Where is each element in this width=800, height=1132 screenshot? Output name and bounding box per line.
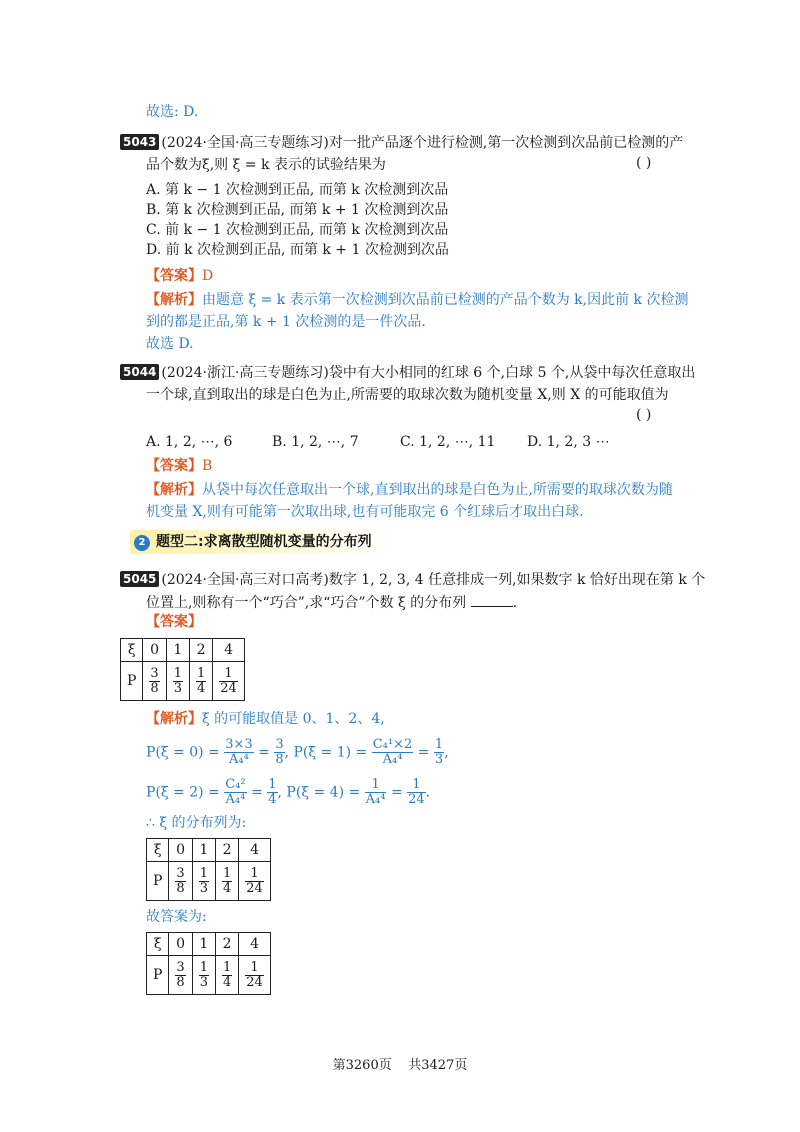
answer-line [146, 266, 213, 286]
analysis-line1: 【解析】从袋中每次任意取出一个球,直到取出的球是白色为止,所需要的取球次数为随 [146, 482, 673, 498]
analysis-label: 【解析】 [146, 482, 202, 498]
prev-conclusion: 故选: D. [146, 104, 199, 120]
question-5045-stem-line2: 位置上,则称有一个“巧合”,求“巧合”个数 ξ 的分布列 . [146, 592, 517, 613]
option-c: C. 前 k − 1 次检测到正品, 而第 k 次检测到次品 [146, 222, 449, 238]
table-cell: $\frac{1}{4}$ [215, 956, 238, 995]
table-head-xi: ξ [147, 933, 169, 956]
answer-parens: ( ) [636, 155, 652, 171]
table-head-xi: ξ [147, 839, 169, 862]
option-a: A. 第 k − 1 次检测到正品, 而第 k 次检测到次品 [146, 182, 449, 198]
option-d: D. 前 k 次检测到正品, 而第 k + 1 次检测到次品 [146, 242, 449, 258]
answer-label: 【答案】 [146, 614, 202, 630]
table-cell: 0 [143, 639, 166, 662]
analysis-line1: 【解析】由题意 ξ = k 表示第一次检测到次品前已检测的产品个数为 k,因此前 k 次检测 [146, 292, 689, 308]
page-footer [0, 1054, 800, 1073]
analysis-line2: 机变量 X,则有可能第一次取出球,也有可能取完 6 个红球后才取出白球. [146, 504, 584, 520]
answer-value: B [202, 458, 213, 474]
question-number-badge: 5045 [120, 571, 159, 587]
option-c: C. 1, 2, ⋯, 11 [400, 434, 496, 450]
option-b: B. 1, 2, ⋯, 7 [272, 434, 359, 450]
question-5044-stem-line2: 一个球,直到取出的球是白色为止,所需要的取球次数为随机变量 X,则 X 的可能取值为 [146, 387, 669, 403]
answer-value: D [202, 268, 214, 284]
option-a: A. 1, 2, ⋯, 6 [146, 434, 233, 450]
analysis-label: 【解析】 [146, 711, 202, 727]
table-cell: $\frac{3}{8}$ [169, 956, 192, 995]
answer-line [146, 612, 202, 632]
answer-label: 【答案】 [146, 268, 202, 284]
question-5044-stem: 5044 (2024·浙江·高三专题练习)袋中有大小相同的红球 6 个,白球 5 个,从袋中每次任意取出 [120, 363, 695, 383]
option-d: D. 1, 2, 3 ⋯ [527, 434, 610, 450]
table-cell: $\frac{1}{3}$ [192, 956, 215, 995]
table-cell: 2 [215, 933, 238, 956]
table-cell: 2 [215, 839, 238, 862]
answer-line [146, 456, 212, 476]
table-cell: $\frac{3}{8}$ [169, 862, 192, 901]
table-head-p: P [147, 862, 169, 901]
question-5043-stem: 5043 (2024·全国·高三专题练习)对一批产品逐个进行检测,第一次检测到次品前已检测的产 [120, 133, 683, 153]
equation-line2: P(ξ = 2) = $\frac{\text{C₄²}}{\text{A₄⁴}}$ = $\frac{1}{4}$ , P(ξ = 4) = $\frac{1}{\text{A₄⁴}}$ = $\frac{1}{24}$ . [146, 777, 431, 807]
table-cell: 1 [166, 639, 189, 662]
question-5045-stem: 5045 (2024·全国·高三对口高考)数字 1, 2, 3, 4 任意排成一列,如果数字 k 恰好出现在第 k 个 [120, 570, 705, 590]
analysis-conclusion: 故选 D. [146, 336, 194, 352]
answer-parens: ( ) [636, 407, 652, 423]
final-answer-label: 故答案为: [146, 909, 207, 925]
table-cell: 4 [239, 839, 271, 862]
table-cell: $\frac{3}{8}$ [143, 662, 166, 701]
table-cell: $\frac{1}{3}$ [192, 862, 215, 901]
page-number: 第3260页 [332, 1058, 392, 1073]
distribution-table-final [146, 932, 271, 995]
table-head-p: P [121, 662, 143, 701]
question-5043-stem-line2: 品个数为ξ,则 ξ = k 表示的试验结果为 [146, 157, 386, 173]
table-head-xi: ξ [121, 639, 143, 662]
table-cell: $\frac{1}{24}$ [239, 862, 271, 901]
table-cell: 4 [239, 933, 271, 956]
table-cell: 2 [189, 639, 212, 662]
table-cell: $\frac{1}{24}$ [213, 662, 245, 701]
table-cell: $\frac{1}{4}$ [189, 662, 212, 701]
answer-label: 【答案】 [146, 458, 202, 474]
section-title: 题型二:求离散型随机变量的分布列 [156, 534, 372, 550]
table-cell: 1 [192, 933, 215, 956]
distribution-table-analysis [146, 838, 271, 901]
table-cell: $\frac{1}{3}$ [166, 662, 189, 701]
equation-line1: P(ξ = 0) = $\frac{3\times 3}{\text{A₄⁴}}$ = $\frac{3}{8}$ , P(ξ = 1) = $\frac{\text{C₄¹×2}}{\text{A₄⁴}}$ = $\frac{1}{3}$ , [146, 737, 449, 767]
distribution-table-answer [120, 638, 245, 701]
option-b: B. 第 k 次检测到正品, 而第 k + 1 次检测到次品 [146, 202, 449, 218]
answer-blank [471, 592, 513, 607]
table-cell: 0 [169, 839, 192, 862]
analysis-label: 【解析】 [146, 292, 202, 308]
analysis-line2: 到的都是正品,第 k + 1 次检测的是一件次品. [146, 314, 426, 330]
table-cell: 0 [169, 933, 192, 956]
therefore-line: ∴ ξ 的分布列为: [146, 815, 247, 831]
question-number-badge: 5043 [120, 134, 159, 150]
table-cell: $\frac{1}{4}$ [215, 862, 238, 901]
section-number-icon: 2 [134, 535, 150, 551]
total-pages: 共3427页 [408, 1058, 468, 1073]
table-head-p: P [147, 956, 169, 995]
analysis-line1: 【解析】ξ 的可能取值是 0、1、2、4, [146, 711, 385, 727]
table-cell: 4 [213, 639, 245, 662]
table-cell: 1 [192, 839, 215, 862]
question-number-badge: 5044 [120, 364, 159, 380]
table-cell: $\frac{1}{24}$ [239, 956, 271, 995]
